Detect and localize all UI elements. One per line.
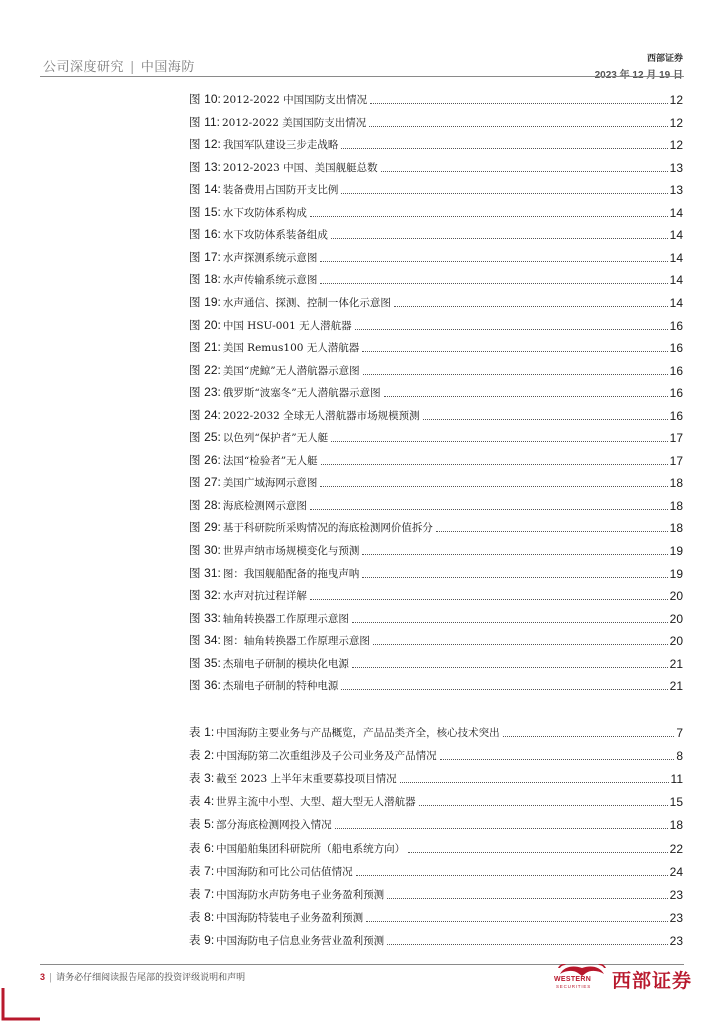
entry-page-number: 12 [669, 116, 683, 130]
entry-number: 1: [204, 725, 215, 739]
footer-disclaimer-line [40, 970, 245, 983]
dot-leader [381, 170, 668, 172]
entry-title: 美国广域海网示意图 [222, 477, 318, 489]
entry-label [189, 295, 391, 310]
entry-label [189, 250, 317, 265]
table-entry[interactable] [189, 838, 683, 856]
entry-label [189, 137, 338, 152]
header-category [43, 56, 195, 75]
footer-page-number: 3 [40, 972, 46, 982]
entry-number: 10: [204, 92, 221, 106]
dot-leader [394, 305, 668, 307]
entry-label [189, 453, 318, 468]
entry-label [189, 430, 328, 445]
entry-kind: 图 [189, 250, 205, 264]
entry-page-number: 13 [669, 183, 683, 197]
entry-page-number: 11 [670, 772, 683, 786]
entry-label [189, 115, 366, 130]
entry-number: 9: [204, 933, 215, 947]
entry-kind: 图 [189, 160, 205, 174]
entry-page-number: 23 [669, 934, 683, 948]
dot-leader [352, 666, 668, 668]
dot-leader [335, 827, 668, 829]
entry-page-number: 14 [669, 251, 683, 265]
table-entry[interactable] [189, 791, 683, 809]
entry-kind: 图 [189, 295, 205, 309]
entry-label [189, 498, 307, 513]
entry-number: 4: [204, 794, 215, 808]
entry-page-number: 14 [669, 228, 683, 242]
corner-bracket-icon [0, 988, 40, 1024]
entry-kind: 表 [189, 771, 205, 785]
entry-title: 世界主流中小型、大型、超大型无人潜航器 [216, 796, 416, 808]
entry-page-number: 20 [669, 634, 683, 648]
table-entry[interactable] [189, 861, 683, 879]
entry-page-number: 21 [669, 679, 683, 693]
entry-page-number: 18 [669, 521, 683, 535]
entry-label [189, 794, 416, 809]
entry-kind: 图 [189, 633, 205, 647]
entry-title: 中国 HSU-001 无人潜航器 [222, 320, 352, 332]
entry-title: 装备费用占国防开支比例 [222, 184, 339, 196]
dot-leader [310, 215, 668, 217]
dot-leader [440, 758, 675, 760]
entry-number: 3: [204, 771, 215, 785]
entry-title: 基于科研院所采购情况的海底检测网价值拆分 [222, 522, 433, 534]
entry-number: 11: [204, 115, 220, 129]
entry-page-number: 17 [669, 431, 683, 445]
entry-kind: 表 [189, 864, 205, 878]
dot-leader [341, 192, 667, 194]
entry-label [189, 272, 317, 287]
dot-leader [320, 282, 667, 284]
dot-leader [387, 897, 667, 899]
entry-number: 33: [204, 611, 221, 625]
entry-kind: 图 [189, 453, 205, 467]
entry-page-number: 15 [669, 795, 683, 809]
entry-number: 36: [204, 678, 221, 692]
entry-number: 6: [204, 841, 215, 855]
entry-title: 图：我国舰船配备的拖曳声呐 [222, 568, 360, 580]
entry-number: 16: [204, 227, 221, 241]
entry-label [189, 725, 500, 740]
entry-number: 27: [204, 475, 221, 489]
dot-leader [362, 350, 667, 352]
dot-leader [369, 125, 667, 127]
figure-entry[interactable] [189, 337, 683, 355]
entry-page-number: 13 [669, 161, 683, 175]
entry-kind: 图 [189, 272, 205, 286]
entry-label [189, 408, 420, 423]
figure-entry[interactable] [189, 608, 683, 626]
entry-label [189, 678, 338, 693]
header-separator: | [130, 60, 135, 75]
entry-number: 14: [204, 182, 221, 196]
dot-leader [362, 553, 667, 555]
dot-leader [310, 508, 668, 510]
entry-title: 海底检测网示意图 [222, 500, 307, 512]
dot-leader [408, 851, 667, 853]
figure-entry[interactable] [189, 179, 683, 197]
header-date [595, 66, 683, 81]
entry-label [189, 475, 317, 490]
logo-chinese: 西部证券 [612, 970, 693, 992]
entry-page-number: 19 [669, 544, 683, 558]
entry-label [189, 611, 349, 626]
entry-label [189, 864, 353, 879]
entry-kind: 图 [189, 385, 205, 399]
dot-leader [341, 688, 667, 690]
entry-number: 19: [204, 295, 221, 309]
figure-entry[interactable] [189, 653, 683, 671]
entry-page-number: 23 [669, 888, 683, 902]
figure-entry[interactable] [189, 585, 683, 603]
entry-page-number: 21 [669, 657, 683, 671]
dot-leader [503, 735, 675, 737]
figure-entry[interactable] [189, 563, 683, 581]
dot-leader [331, 440, 668, 442]
entry-kind: 表 [189, 725, 205, 739]
entry-kind: 图 [189, 566, 205, 580]
entry-label [189, 910, 363, 925]
figure-entry[interactable] [189, 269, 683, 287]
dot-leader [423, 418, 668, 420]
entry-label [189, 841, 405, 856]
dot-leader [352, 621, 668, 623]
entry-title: 美国 Remus100 无人潜航器 [222, 342, 360, 354]
dot-leader [320, 260, 667, 262]
footer-separator: | [49, 973, 53, 983]
entry-page-number: 12 [669, 138, 683, 152]
entry-page-number: 24 [669, 865, 683, 879]
entry-label [189, 566, 359, 581]
figure-entry[interactable] [189, 495, 683, 513]
entry-title: 2022-2032 全球无人潜航器市场规模预测 [222, 410, 420, 422]
entry-kind: 表 [189, 817, 205, 831]
entry-number: 8: [204, 910, 215, 924]
entry-kind: 表 [189, 933, 205, 947]
entry-title: 水下攻防体系构成 [222, 207, 307, 219]
figure-entry[interactable] [189, 202, 683, 220]
entry-kind: 表 [189, 794, 205, 808]
figure-entry[interactable] [189, 134, 683, 152]
header-company: 中国海防 [140, 60, 195, 75]
entry-title: 中国海防主要业务与产品概览，产品品类齐全，核心技术突出 [216, 727, 500, 739]
entry-number: 13: [204, 160, 221, 174]
figure-entry[interactable] [189, 382, 683, 400]
figure-entry[interactable] [189, 675, 683, 693]
entry-title: 杰瑞电子研制的特种电源 [222, 680, 339, 692]
dot-leader [419, 804, 668, 806]
entry-number: 26: [204, 453, 221, 467]
logo-english: WESTERN [554, 976, 592, 983]
entry-number: 15: [204, 205, 221, 219]
figure-entry[interactable] [189, 405, 683, 423]
entry-number: 28: [204, 498, 221, 512]
entry-label [189, 633, 370, 648]
entry-number: 22: [204, 363, 221, 377]
entry-number: 35: [204, 656, 221, 670]
entry-title: 中国海防第二次重组涉及子公司业务及产品情况 [216, 750, 437, 762]
entry-title: 2012-2022 中国国防支出情况 [222, 94, 368, 106]
entry-label [189, 160, 378, 175]
entry-label [189, 656, 349, 671]
entry-kind: 图 [189, 678, 205, 692]
entry-page-number: 19 [669, 567, 683, 581]
entry-number: 23: [204, 385, 221, 399]
entry-page-number: 18 [669, 476, 683, 490]
entry-kind: 图 [189, 430, 205, 444]
entry-kind: 图 [189, 498, 205, 512]
table-entry[interactable] [189, 907, 683, 925]
entry-title: 俄罗斯“波塞冬”无人潜航器示意图 [222, 387, 381, 399]
entry-number: 17: [204, 250, 221, 264]
entry-kind: 图 [189, 588, 205, 602]
entry-kind: 图 [189, 543, 205, 557]
entry-number: 18: [204, 272, 221, 286]
dot-leader [363, 373, 668, 375]
entry-page-number: 18 [669, 499, 683, 513]
entry-page-number: 14 [669, 206, 683, 220]
figure-entry[interactable] [189, 360, 683, 378]
entry-title: 中国海防水声防务电子业务盈利预测 [216, 889, 385, 901]
figure-entry[interactable] [189, 315, 683, 333]
entry-title: 法国“检验者”无人艇 [222, 455, 318, 467]
figure-entry[interactable] [189, 292, 683, 310]
entry-title: 美国“虎鲸”无人潜航器示意图 [222, 365, 360, 377]
entry-kind: 图 [189, 611, 205, 625]
entry-title: 截至 2023 上半年末重要募投项目情况 [216, 773, 397, 785]
entry-number: 12: [204, 137, 221, 151]
dot-leader [436, 530, 668, 532]
entry-number: 30: [204, 543, 221, 557]
figure-entry[interactable] [189, 112, 683, 130]
entry-page-number: 20 [669, 589, 683, 603]
dot-leader [387, 943, 667, 945]
header-rule [40, 76, 684, 77]
entry-label [189, 363, 360, 378]
entry-kind: 图 [189, 205, 205, 219]
entry-title: 水下攻防体系装备组成 [222, 229, 328, 241]
entry-kind: 图 [189, 340, 205, 354]
western-securities-logo [554, 962, 694, 990]
entry-title: 水声对抗过程详解 [222, 590, 307, 602]
entry-title: 中国海防特装电子业务盈利预测 [216, 912, 364, 924]
entry-kind: 图 [189, 137, 205, 151]
entry-number: 32: [204, 588, 221, 602]
entry-label [189, 748, 437, 763]
logo-english-sub: SECURITIES [556, 984, 592, 989]
entry-kind: 表 [189, 748, 205, 762]
entry-title: 2012-2022 美国国防支出情况 [221, 117, 367, 129]
dot-leader [373, 643, 668, 645]
entry-kind: 表 [189, 910, 205, 924]
dot-leader [362, 576, 667, 578]
table-entry[interactable] [189, 884, 683, 902]
footer-disclaimer: 请务必仔细阅读报告尾部的投资评级说明和声明 [56, 973, 246, 983]
entry-kind: 图 [189, 520, 205, 534]
dot-leader [310, 598, 668, 600]
dot-leader [356, 874, 668, 876]
entry-title: 图：轴角转换器工作原理示意图 [222, 635, 370, 647]
entry-title: 我国军队建设三步走战略 [222, 139, 339, 151]
figure-entry[interactable] [189, 427, 683, 445]
dot-leader [370, 102, 667, 104]
entry-kind: 表 [189, 841, 205, 855]
figure-entry[interactable] [189, 89, 683, 107]
entry-title: 中国海防电子信息业务营业盈利预测 [216, 935, 385, 947]
entry-page-number: 7 [676, 726, 683, 740]
entry-label [189, 92, 367, 107]
entry-label [189, 227, 328, 242]
entry-page-number: 22 [669, 842, 683, 856]
table-entry[interactable] [189, 745, 683, 763]
entry-page-number: 16 [669, 341, 683, 355]
entry-page-number: 14 [669, 296, 683, 310]
entry-label [189, 205, 307, 220]
entry-number: 21: [204, 340, 221, 354]
entry-page-number: 16 [669, 364, 683, 378]
dot-leader [320, 485, 667, 487]
entry-page-number: 17 [669, 454, 683, 468]
entry-label [189, 933, 384, 948]
entry-title: 中国船舶集团科研院所（船电系统方向） [216, 843, 406, 855]
header-broker: 西部证券 [646, 53, 683, 63]
dot-leader [321, 463, 668, 465]
entry-label [189, 340, 359, 355]
entry-label [189, 771, 397, 786]
figure-entry[interactable] [189, 472, 683, 490]
entry-title: 中国海防和可比公司估值情况 [216, 866, 353, 878]
entry-number: 29: [204, 520, 221, 534]
entry-number: 31: [204, 566, 221, 580]
entry-title: 杰瑞电子研制的模块化电源 [222, 658, 349, 670]
entry-number: 24: [204, 408, 221, 422]
entry-page-number: 23 [669, 911, 683, 925]
entry-label [189, 520, 433, 535]
entry-label [189, 318, 352, 333]
figure-entry[interactable] [189, 224, 683, 242]
entry-kind: 图 [189, 115, 205, 129]
entry-title: 水声通信、探测、控制一体化示意图 [222, 297, 391, 309]
entry-number: 7: [204, 887, 215, 901]
entry-page-number: 8 [676, 749, 683, 763]
entry-kind: 表 [189, 887, 205, 901]
dot-leader [366, 920, 667, 922]
figure-entry[interactable] [189, 517, 683, 535]
entry-page-number: 12 [669, 93, 683, 107]
figure-entry[interactable] [189, 630, 683, 648]
table-entry[interactable] [189, 722, 683, 740]
entry-number: 5: [204, 817, 215, 831]
table-entry[interactable] [189, 814, 683, 832]
entry-label [189, 182, 338, 197]
entry-title: 以色列“保护者”无人艇 [222, 432, 329, 444]
entry-kind: 图 [189, 92, 205, 106]
entry-number: 7: [204, 864, 215, 878]
figure-entry[interactable] [189, 157, 683, 175]
dot-leader [355, 328, 668, 330]
entry-page-number: 20 [669, 612, 683, 626]
entry-label [189, 543, 359, 558]
entry-label [189, 385, 381, 400]
dot-leader [400, 781, 669, 783]
dot-leader [331, 237, 668, 239]
entry-page-number: 16 [669, 319, 683, 333]
entry-number: 34: [204, 633, 221, 647]
entry-kind: 图 [189, 408, 205, 422]
entry-page-number: 14 [669, 273, 683, 287]
entry-title: 水声传输系统示意图 [222, 274, 318, 286]
dot-leader [341, 147, 667, 149]
dot-leader [384, 395, 668, 397]
entry-kind: 图 [189, 656, 205, 670]
entry-label [189, 887, 384, 902]
table-entry[interactable] [189, 768, 683, 786]
entry-page-number: 16 [669, 409, 683, 423]
entry-kind: 图 [189, 318, 205, 332]
figure-entry[interactable] [189, 540, 683, 558]
entry-kind: 图 [189, 363, 205, 377]
entry-number: 20: [204, 318, 221, 332]
figure-entry[interactable] [189, 247, 683, 265]
entry-label [189, 817, 332, 832]
entry-number: 2: [204, 748, 215, 762]
entry-kind: 图 [189, 227, 205, 241]
table-entry[interactable] [189, 930, 683, 948]
figure-entry[interactable] [189, 450, 683, 468]
entry-kind: 图 [189, 475, 205, 489]
entry-title: 水声探测系统示意图 [222, 252, 318, 264]
entry-kind: 图 [189, 182, 205, 196]
entry-label [189, 588, 307, 603]
header-report-type: 公司深度研究 [43, 60, 125, 75]
entry-title: 世界声纳市场规模变化与预测 [222, 545, 360, 557]
entry-number: 25: [204, 430, 221, 444]
entry-title: 部分海底检测网投入情况 [216, 819, 332, 831]
entry-title: 轴角转换器工作原理示意图 [222, 613, 349, 625]
entry-page-number: 18 [669, 818, 683, 832]
entry-title: 2012-2023 中国、美国舰艇总数 [222, 162, 378, 174]
entry-page-number: 16 [669, 386, 683, 400]
